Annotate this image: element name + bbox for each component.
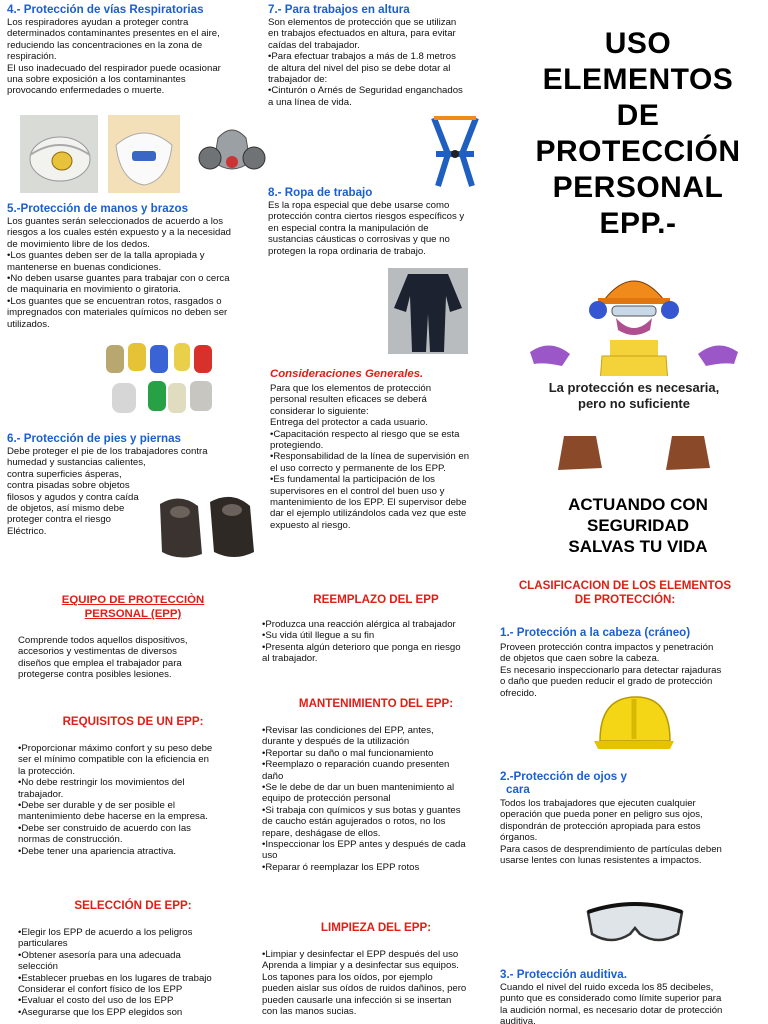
panel-respiratory	[7, 3, 257, 97]
panel-requisitos	[18, 715, 248, 857]
limpieza-text: •Limpiar y desinfectar el EPP después del uso Aprenda a limpiar y a desinfectar sus equipos. Los tapones para los oídos, por ejemplo pueden aislar sus oídos de ruidos dañinos, pero pueden causarle una infección si se insertan con las manos sucias.	[262, 949, 467, 1018]
gloves-photo	[102, 339, 220, 419]
title-line-4: PROTECCIÓN	[535, 135, 741, 168]
cover-title	[510, 26, 766, 242]
hard-hat-photo	[590, 689, 676, 761]
clasificacion-title-1: CLASIFICACION DE LOS ELEMENTOS	[518, 579, 732, 592]
poster-caption-line-2: pero no suficiente	[578, 396, 690, 411]
title-line-3: DE	[616, 99, 660, 132]
section-title-reemplazo: REEMPLAZO DEL EPP	[313, 593, 439, 606]
half-face-respirator-photo	[196, 118, 268, 184]
slogan-line-3: SALVAS TU VIDA	[568, 537, 708, 556]
dust-mask-photo	[108, 115, 180, 193]
reemplazo-text: •Produzca una reacción alérgica al trabajador •Su vida útil llegue a su fin •Presenta algún deterioro que ponga en riesgo al trabajador.	[262, 619, 461, 665]
safety-harness-photo	[414, 114, 496, 190]
section-title-limpieza: LIMPIEZA DEL EPP:	[320, 921, 432, 934]
section-title-mantenimiento: MANTENIMIENTO DEL EPP:	[298, 697, 454, 710]
section-title-eyes-1: 2.-Protección de ojos y	[500, 770, 627, 783]
title-line-1: USO	[604, 27, 672, 60]
section-title-equipo-2: PERSONAL (EPP)	[84, 608, 182, 620]
panel-clasificacion	[500, 579, 750, 607]
cover-slogan	[510, 494, 766, 557]
hands-text: Los guantes serán seleccionados de acuerdo a los riesgos a los cuales estén expuesto y a la necesidad de movimiento libre de los dedos. •Los guantes deben ser de la talla apropiada y mantenerse en buenas condiciones. •No deben usarse guantes para trabajar con o cerca de maquinaria en movimiento o giratoria. •Los guantes que se encuentran rotos, rasgados o impregnados con materiales químicos no deben ser utilizados.	[7, 216, 231, 330]
section-title-hearing: 3.- Protección auditiva.	[500, 968, 627, 981]
panel-reemplazo	[262, 593, 490, 665]
respiratory-text: Los respiradores ayudan a proteger contra determinados contaminantes presentes en el aire, reduciendo las concentraciones en la zona de respiración. El uso inadecuado del respirador puede ocasionar una sobre exposición a los contaminantes provocando enfermedades o muerte.	[7, 17, 221, 97]
heights-text: Son elementos de protección que se utilizan en trabajos efectuados en altura, para evitar caídas del trabajador. •Para efectuar trabajos a más de 1.8 metros de altura del nivel del piso se debe dotar al trabajador de: •Cinturón o Arnés de Seguridad enganchados a una línea de vida.	[268, 17, 463, 108]
panel-eyes	[500, 770, 750, 866]
feet-text: Debe proteger el pie de los trabajadores contra humedad y sustancias calientes, contra superficies ásperas, contra pisadas sobre objetos filosos y agudos y contra caída de objetos, así mismo debe proteger contra el riesgo Eléctrico.	[7, 446, 208, 537]
considerations-text: Para que los elementos de protección personal resulten eficaces se deberá considerar lo siguiente: Entrega del protector a cada usuario. •Capacitación respecto al riesgo que se esta protegiendo. •Responsabilidad de la línea de supervisión en el uso correcto y permanente de los EPP. •Es fundamental la participación de los supervisores en el control del buen uso y mantenimiento de los EPP. El supervisor debe dar el ejemplo utilizándolos cada vez que este expuesto al riesgo.	[270, 383, 470, 531]
section-title-hands: 5.-Protección de manos y brazos	[7, 202, 189, 215]
ppe-worker-illustration	[522, 260, 746, 478]
section-title-seleccion: SELECCIÓN DE EPP:	[74, 899, 192, 912]
eyes-text: Todos los trabajadores que ejecuten cualquier operación que pueda poner en peligro sus ojos, dispondrán de protección apropiada para estos órganos. Para casos de desprendimiento de partículas deben usarse lentes con lunas resistentes a impactos.	[500, 798, 722, 867]
section-title-heights: 7.- Para trabajos en altura	[268, 3, 410, 16]
panel-hearing	[500, 968, 750, 1024]
clothing-text: Es la ropa especial que debe usarse como protección contra ciertos riesgos específicos y en especial contra la manipulación de sustancias cáusticas o corrosivas y que no protegen la ropa ordinaria de trabajo.	[268, 200, 465, 257]
equipo-text: Comprende todos aquellos dispositivos, accesorios y vestimentas de diversos diseños que emplea el trabajador para protegerse contra posibles lesiones.	[18, 635, 188, 681]
hearing-text: Cuando el nivel del ruido exceda los 85 decibeles, punto que es considerado como límite superior para la audición normal, es necesario dotar de protección auditiva.	[500, 982, 723, 1024]
section-title-requisitos: REQUISITOS DE UN EPP:	[62, 715, 204, 728]
safety-glasses-photo	[582, 890, 688, 960]
panel-equipo	[18, 593, 248, 681]
slogan-line-2: SEGURIDAD	[586, 516, 689, 535]
mantenimiento-text: •Revisar las condiciones del EPP, antes, durante y después de la utilización •Reportar su daño o mal funcionamiento •Reemplazo o reparación cuando presenten daño •Se le debe de dar un buen mantenimiento al equipo de protección personal •Si trabaja con químicos y sus botas y guantes de caucho están agujerados o rotos, no los repare, deshágase de ellos. •Inspeccionar los EPP antes y después de cada uso •Reparar ó reemplazar los EPP rotos	[262, 725, 466, 873]
section-title-clothing: 8.- Ropa de trabajo	[268, 186, 373, 199]
respirator-mask-photo	[20, 115, 98, 193]
panel-mantenimiento	[262, 697, 490, 873]
panel-clothing	[268, 186, 498, 257]
title-line-2: ELEMENTOS	[542, 63, 734, 96]
clasificacion-title-2: DE PROTECCIÓN:	[574, 593, 676, 606]
section-title-eyes-2: cara	[506, 783, 530, 796]
panel-considerations	[270, 367, 490, 531]
requisitos-text: •Proporcionar máximo confort y su peso debe ser el mínimo compatible con la eficiencia en la protección. •No debe restringir los movimientos del trabajador. •Debe ser durable y de ser posible el mantenimiento debe hacerse en la empresa. •Debe ser construido de acuerdo con las normas de construcción. •Debe tener una apariencia atractiva.	[18, 743, 213, 857]
title-line-5: PERSONAL	[552, 171, 724, 204]
poster-caption-line-1: La protección es necesaria,	[548, 380, 720, 395]
panel-seleccion	[18, 899, 248, 1018]
section-title-feet: 6.- Protección de pies y piernas	[7, 432, 181, 445]
section-title-considerations: Consideraciones Generales.	[270, 368, 424, 380]
safety-shoes-photo	[150, 484, 264, 564]
panel-hands	[7, 202, 257, 330]
coverall-photo	[388, 268, 468, 354]
seleccion-text: •Elegir los EPP de acuerdo a los peligros particulares •Obtener asesoría para una adecuada selección •Establecer pruebas en los lugares de trabajo Considerar el confort físico de los EPP •Evaluar el costo del uso de los EPP •Asegurarse que los EPP elegidos son	[18, 927, 212, 1018]
slogan-line-1: ACTUANDO CON	[568, 495, 708, 514]
head-text: Proveen protección contra impactos y penetración de objetos que caen sobre la cabeza. Es necesario inspeccionarlo para detectar rajaduras o daño que pueden reducir el grado de protección ofrecido.	[500, 642, 722, 699]
panel-heights	[268, 3, 498, 108]
panel-limpieza	[262, 921, 490, 1017]
section-title-equipo-1: EQUIPO DE PROTECCIÒN	[61, 594, 205, 606]
title-line-6: EPP.-	[599, 207, 677, 240]
section-title-head: 1.- Protección a la cabeza (cráneo)	[500, 626, 691, 639]
section-title-respiratory: 4.- Protección de vías Respiratorias	[7, 3, 204, 16]
